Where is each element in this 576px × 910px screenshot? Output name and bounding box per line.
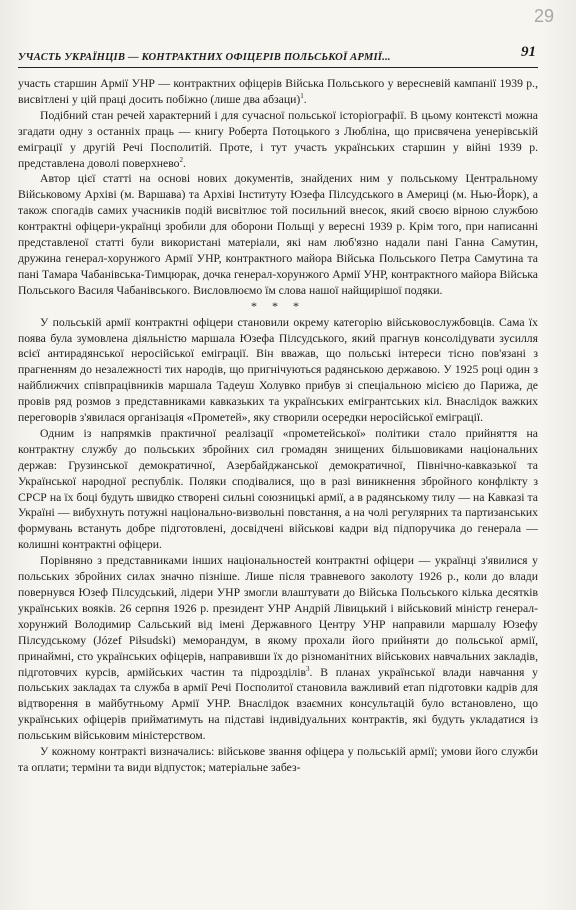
paragraph-1: участь старшин Армії УНР — контрактних офіцерів Війська Польського у вересневій кампанії 1939 р., висвітлені у цій праці досить побіжно (лише два абзаци)$^1$. [18,77,538,106]
paragraph-2: Подібний стан речей характерний і для сучасної польської історіографії. В цьому контексті можна згадати одну з останніх праць — книгу Роберта Потоцького з Любліна, що присвячена уенерівській еміграції у другій Речі Посполитій. Проте, і тут участь українських старшин у війні 1939 р. представлена доволі поверхнево$^2$. [18,108,538,170]
body-text [18,76,538,776]
paragraph-4: У польській армії контрактні офіцери становили окрему категорію військовослужбовців. Сама їх поява була зумовлена діяльністю маршала Юзефа Пілсудського, який прагнув консолідувати зусилля всієї антирадянської неросійської еміграції. Він вважав, що польські інтереси тісно пов'язані з прагненням до незалежності тих народів, що пригнічуються радянською державою. У 1925 році один з найближчих співпрацівників маршала Тадеуш Холувко прибув зі спеціальною місією до Парижа, де провів ряд розмов з представниками кавказьких та українських емігрантських кіл. Внаслідок важких переговорів з'явилася організація «Прометей», яку створили осередки неросійської еміграції. [18,315,538,425]
paragraph-7: У кожному контракті визначались: військове звання офіцера у польській армії; умови його служби та оплати; терміни та види відпусток; матеріальне забез- [18,745,538,774]
paragraph-5: Одним із напрямків практичної реалізації «прометейської» політики стало прийняття на контрактну службу до польських збройних сил громадян знищених більшовиками національних держав: Грузинської демократичної, Азербайджанської демократичної, Північно-кавказької та Української народної республік. Поляки сподівалися, що в разі виникнення збройного конфлікту з СРСР на їх боці будуть швидко створені сильні союзницькі армії, а в радянському тилу — на Кавказі та Україні — вибухнуть потужні національно-визвольні повстання, а на чолі регулярних та партизанських формувань встануть добре підготовлені, досвідчені військові кадри від підпоручика до генерала — колишні контрактні офіцери. [18,426,538,552]
section-separator: * * * [251,298,305,313]
header-rule [18,67,538,68]
running-head: УЧАСТЬ УКРАЇНЦІВ — КОНТРАКТНИХ ОФІЦЕРІВ ПОЛЬСЬКОЇ АРМІЇ... [18,52,391,63]
footnote-ref-3: 3 [306,664,310,673]
footnote-ref-1: 1 [300,92,304,101]
footnote-ref-2: 2 [179,155,184,164]
page-number: 91 [521,44,536,60]
pencil-page-mark: 29 [533,6,554,26]
paragraph-6: Порівняно з представниками інших національностей контрактні офіцери — українці з'явилися у польських збройних силах значно пізніше. Лише після травневого заколоту 1926 р., коли до влади повернувся Юзеф Пілсудський, лідери УНР змогли влаштувати до Війська Польського кілька десятків українських вояків. 26 серпня 1926 р. президент УНР Андрій Лівицький і військовий міністр генерал-хорунжий Володимир Сальський від імені Державного Центру УНР направили маршалу Юзефу Пілсудському (Józef Piłsudski) меморандум, в якому прохали його прийняти до польської армії, принаймні, сто українських офіцерів, направивши їх до різноманітних військових навчальних закладів, підготовчих курсів, армійських частин та підрозділів$^3$. В планах української влади навчання у польських закладах та служба в армії Речі Посполитої становила важливий етап підготовки кадрів для відтворення в майбутньому Армії УНР. Внаслідок взаємних консультацій було встановлено, що українських офіцерів прийматимуть на підставі індивідуальних контрактів, які будуть укладатися із польським військовим міністерством. [18,554,539,743]
paragraph-3: Автор цієї статті на основі нових документів, знайдених ним у польському Центральному Військовому Архіві (м. Варшава) та Архіві Інституту Юзефа Пілсудського в Америці (м. Нью-Йорк), а також спогадів самих учасників подій висвітлює той посильний внесок, який своєю вірною службою контрактні офіцери-українці зробили для оборони Польщі у вересні 1939 р. Крім того, при написанні представленої статті були використані матеріали, які нам люб'язно надали пані Ганна Самутин, дружина генерал-хорунжого Армії УНР, контрактного майора Війська Польського Петра Самутина та пані Тамара Чабанівська-Тимцюрак, дочка генерал-хорунжого Армії УНР, контрактного майора Війська Польського Василя Чабанівського. Висловлюємо їм слова нашої найщирішої подяки. [18,172,538,297]
